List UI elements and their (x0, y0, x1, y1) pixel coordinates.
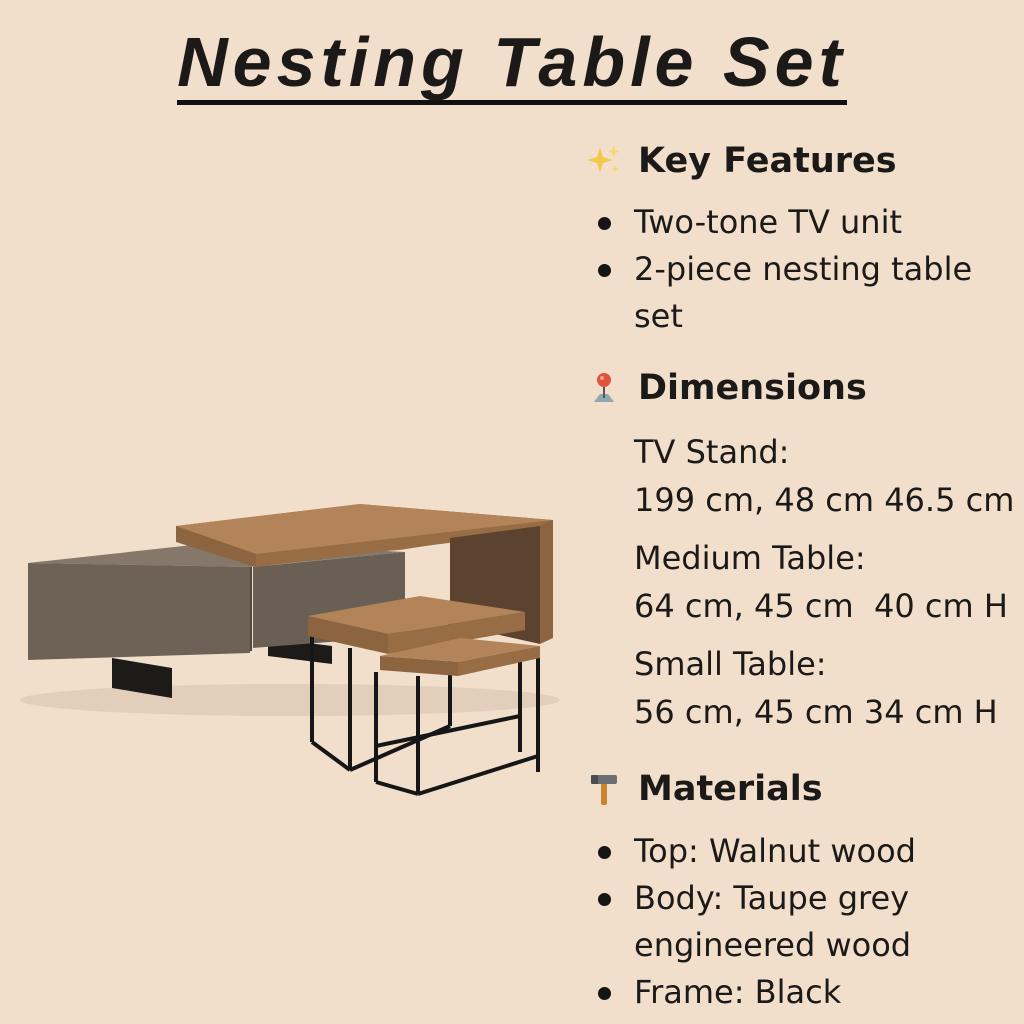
list-item: Two-tone TV unit (596, 199, 1014, 246)
dimension-label: TV Stand: (634, 433, 790, 471)
dimension-value: 64 cm, 45 cm 40 cm H (634, 587, 1008, 625)
tv-unit-front-left (28, 563, 250, 660)
page-title-text: Nesting Table Set (177, 24, 847, 105)
dimensions-heading-text: Dimensions (638, 368, 867, 408)
product-illustration (20, 490, 580, 810)
features-list (596, 199, 1014, 340)
dimension-label: Medium Table: (634, 539, 866, 577)
hammer-icon (586, 771, 622, 807)
features-heading (586, 138, 897, 184)
floor-shadow (20, 684, 560, 716)
dimension-value: 199 cm, 48 cm 46.5 cm (634, 481, 1015, 519)
list-item: Top: Walnut wood (596, 828, 1014, 875)
dimension-label: Small Table: (634, 645, 827, 683)
dimension-group-tv-stand (634, 428, 1014, 524)
materials-heading-text: Materials (638, 769, 823, 809)
materials-heading (586, 766, 823, 812)
features-heading-text: Key Features (638, 141, 897, 181)
sparkles-icon (586, 143, 622, 179)
dimension-group-small-table (634, 640, 1014, 736)
dimensions-list (634, 428, 1014, 746)
dimensions-heading (586, 365, 867, 411)
list-item: Frame: Black (596, 969, 1014, 1016)
dimension-group-medium-table (634, 534, 1014, 630)
page-title (0, 20, 1024, 105)
dimension-value: 56 cm, 45 cm 34 cm H (634, 693, 998, 731)
materials-list (596, 828, 1014, 1016)
list-item: Body: Taupe grey engineered wood (596, 875, 934, 969)
list-item: 2-piece nesting table set (596, 246, 1014, 340)
pushpin-icon (586, 370, 622, 406)
tv-unit-side-panel-edge (540, 520, 553, 644)
